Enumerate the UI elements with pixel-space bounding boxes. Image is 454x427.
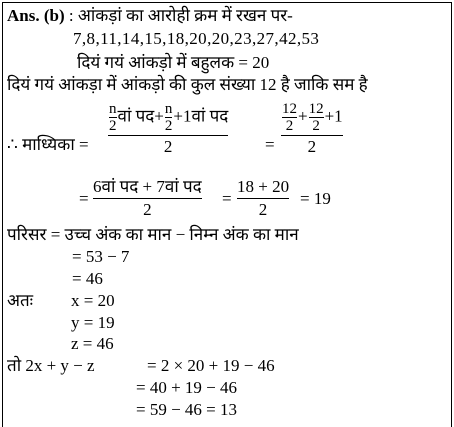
final-step-2: = 40 + 19 − 46 xyxy=(136,378,238,397)
plus-sign-2: + xyxy=(298,106,308,126)
range-line-3: = 46 xyxy=(72,269,103,288)
range-line-1: परिसर = उच्च अंक का मान − निम्न अंक का मान xyxy=(7,225,299,244)
n-over-2: $\frac{n}{2}$ xyxy=(109,101,117,134)
plus-one: +1 xyxy=(324,106,343,126)
y-line: y = 19 xyxy=(71,313,115,332)
answer-box xyxy=(2,2,452,427)
n-over-2-second: $\frac{n}{2}$ xyxy=(164,101,173,134)
equals-sign-2: = xyxy=(79,189,89,208)
place-label: वां पद xyxy=(117,106,155,126)
median-label: ∴ माध्यिका = xyxy=(7,135,89,154)
plus-one-place: +1वां पद xyxy=(173,106,229,126)
place-numerator: 6वां पद + 7वां पद xyxy=(93,177,202,196)
twelve-over-2-second: $\frac{12}{2}$ xyxy=(308,101,324,134)
mode-line: दियं गयं आंकड़ो में बहुलक = 20 xyxy=(77,53,270,72)
median-value-fraction xyxy=(237,177,289,220)
fraction-bar-2 xyxy=(281,135,343,136)
answer-heading xyxy=(7,6,293,26)
median-numerator xyxy=(108,101,228,134)
count-line: दियं गयं आंकड़ा में आंकड़ो की कुल संख्या 12 है जाकि सम है xyxy=(7,75,368,94)
plus-sign: + xyxy=(154,106,164,126)
numeric-denominator: 2 xyxy=(307,137,317,156)
twelve-over-2: $\frac{12}{2}$ xyxy=(282,101,297,134)
equals-sign: = xyxy=(265,135,275,154)
place-denominator: 2 xyxy=(143,200,152,219)
range-line-2: = 53 − 7 xyxy=(72,247,130,266)
sorted-sequence: 7,8,11,14,15,18,20,20,23,27,42,53 xyxy=(73,29,320,48)
numeric-numerator xyxy=(281,101,343,134)
equals-sign-3: = xyxy=(222,189,232,208)
fraction-bar-4 xyxy=(237,198,289,199)
z-line: z = 46 xyxy=(71,334,114,353)
x-line: x = 20 xyxy=(71,291,115,310)
final-step-1: = 2 × 20 + 19 − 46 xyxy=(147,356,275,375)
median-place-fraction xyxy=(93,177,202,220)
value-numerator: 18 + 20 xyxy=(237,177,290,196)
value-denominator: 2 xyxy=(258,200,268,219)
median-fraction-numeric xyxy=(281,101,343,157)
median-denominator: 2 xyxy=(163,137,173,156)
final-lhs: तो 2x + y − z xyxy=(7,356,95,375)
answer-intro: : आंकड़ां का आरोही क्रम में रखन पर- xyxy=(68,6,293,25)
answer-label: Ans. (b) xyxy=(7,6,65,25)
median-fraction-symbolic xyxy=(108,101,228,157)
fraction-bar-3 xyxy=(93,198,202,199)
median-result: = 19 xyxy=(300,189,331,208)
final-step-3: = 59 − 46 = 13 xyxy=(136,400,238,419)
fraction-bar xyxy=(108,135,228,136)
ato-label: अतः xyxy=(7,291,34,310)
